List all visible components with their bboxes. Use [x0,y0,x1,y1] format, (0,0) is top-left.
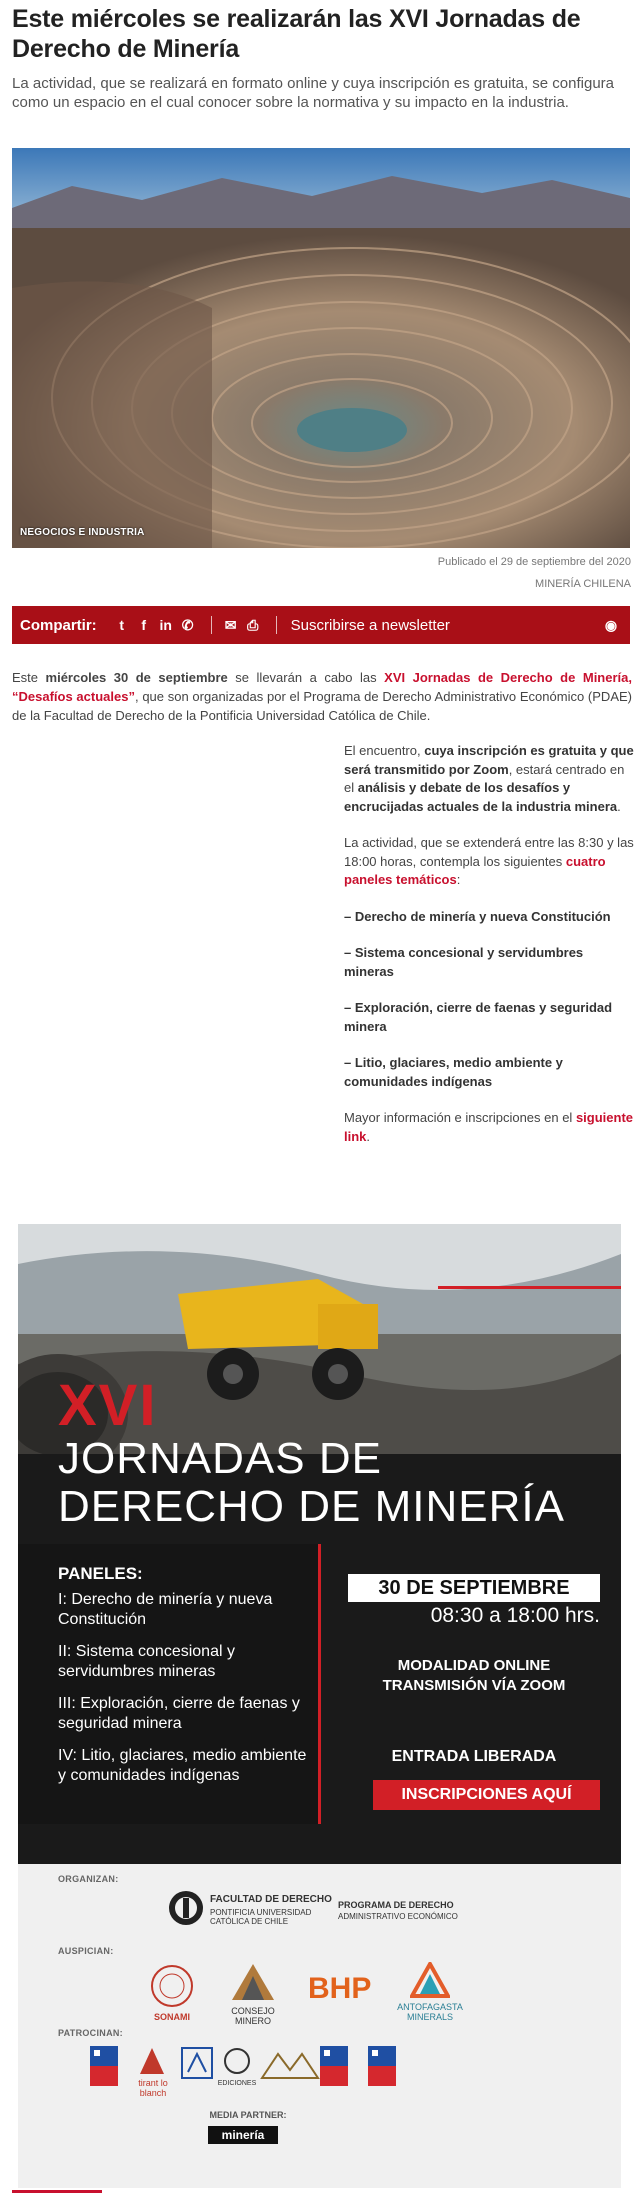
rss-icon[interactable]: ◉ [604,616,618,633]
government-logo-icon [368,2046,396,2086]
article-title: Este miércoles se realizarán las XVI Jornadas de Derecho de Minería [12,5,581,63]
bottom-accent-line [12,2190,102,2193]
emphasis: análisis y debate de los desafíos y encrucijadas actuales de la industria minera [344,780,618,814]
article-body-column [344,742,634,1164]
consejo-minero-logo-icon [230,1962,276,2002]
facebook-icon[interactable]: f [141,617,146,633]
text: : [456,872,461,887]
tirant-logo-icon [138,2046,166,2076]
panel-item: – Exploración, cierre de faenas y seguridad minera [344,1000,613,1034]
text: , estará centrado en el [344,761,625,795]
emphasis: cuya inscripción es gratuita y que será transmitido por Zoom [344,743,634,777]
sponsor-consejo-minero: CONSEJO MINERO [231,2006,275,2026]
text: El encuentro, [344,743,425,758]
antofagasta-minerals-logo-icon [410,1962,450,1998]
image-category-caption: NEGOCIOS E INDUSTRIA [20,527,145,538]
poster-title-line1: JORNADAS DE [58,1434,382,1483]
poster-date: 30 DE SEPTIEMBRE [348,1574,600,1602]
sponsor-antofagasta: ANTOFAGASTA MINERALS [397,2002,463,2022]
poster-logos-panel [18,1864,621,2188]
registration-link[interactable]: siguiente link [344,1110,634,1144]
editorial-juridica-logo-icon [180,2046,214,2086]
panels-highlight: cuatro paneles temáticos [344,853,606,887]
published-date: Publicado el 29 de septiembre del 2020 [437,556,631,568]
poster-panel-item: IV: Litio, glaciares, medio ambiente y comunidades indígenas [58,1747,307,1784]
poster-title-line2: DERECHO DE MINERÍA [58,1482,565,1531]
share-label: Compartir: [20,616,97,634]
ediciones-uc-logo-icon [222,2046,252,2076]
patron-ediciones: EDICIONES [217,2080,257,2087]
text: . [617,798,621,814]
uc-crest-icon [168,1886,204,1930]
event-name-link[interactable]: XVI Jornadas de Derecho de Minería, “Desafíos actuales” [12,670,632,704]
poster-panels-box [18,1544,321,1824]
text: . [366,1128,371,1144]
share-divider [211,616,212,634]
organizers-label: ORGANIZAN: [58,1874,119,1884]
poster-modality-line1: MODALIDAD ONLINE [397,1657,551,1674]
poster-modality [348,1656,600,1696]
org-university-name: PONTIFICIA UNIVERSIDAD CATÓLICA DE CHILE [210,1908,312,1926]
linkedin-icon[interactable]: in [159,617,172,633]
patron-tirant: tirant lo blanch [138,2078,168,2098]
sonami-logo-icon [148,1964,196,2008]
event-poster[interactable] [18,1224,621,2188]
media-partner-label: MEDIA PARTNER: [209,2110,287,2120]
poster-time: 08:30 a 18:00 hrs. [430,1604,600,1627]
poster-entry: ENTRADA LIBERADA [391,1748,557,1765]
print-icon[interactable]: ⎙ [247,616,259,633]
text: , que son organizadas por el Programa de Derecho Administrativo Económico (PDAE) de la Facultad de Derecho de la Pontificia Universidad Católica de Chile. [12,689,632,723]
date-emphasis: miércoles 30 de septiembre [45,670,228,685]
twitter-icon[interactable]: t [119,617,124,633]
poster-edition: XVI [58,1373,158,1438]
panel-item: – Litio, glaciares, medio ambiente y comunidades indígenas [344,1055,563,1089]
newsletter-link[interactable]: Suscribirse a newsletter [290,616,450,634]
poster-registration-button[interactable]: INSCRIPCIONES AQUÍ [373,1780,600,1810]
open-pit-mine-photo [12,148,630,548]
centro-conflictos-logo-icon [258,2048,322,2082]
text: Mayor información e inscripciones en el [344,1110,576,1125]
text: Este [12,670,46,685]
paragraph-more-info [344,1109,634,1146]
poster-panel-item: I: Derecho de minería y nueva Constitución [58,1591,273,1628]
government-logo-icon [320,2046,348,2086]
text: La actividad, que se extenderá entre las 8:30 y las 18:00 horas, contempla los siguientes [344,835,634,869]
share-divider [276,616,277,634]
article-lede: La actividad, que se realizará en formato online y cuya inscripción es gratuita, se configura como un espacio en el cual conocer sobre la normativa y su impacto en la industria. [12,75,614,111]
media-partner-mineria: minería [208,2126,278,2144]
government-logo-icon [90,2046,118,2086]
poster-panel-item: II: Sistema concesional y servidumbres mineras [58,1643,235,1680]
poster-panel-item: III: Exploración, cierre de faenas y seguridad minera [58,1695,300,1732]
article-source: MINERÍA CHILENA [535,578,631,590]
paragraph-encuentro [344,742,634,816]
panel-item: – Derecho de minería y nueva Constitución [344,908,611,924]
org-faculty-name: FACULTAD DE DERECHO [210,1894,332,1905]
sponsor-sonami: SONAMI [154,2012,190,2022]
whatsapp-icon[interactable]: ✆ [181,616,194,633]
patrons-label: PATROCINAN: [58,2028,123,2038]
text: se llevarán a cabo las [227,670,385,685]
share-bar [12,606,630,644]
panel-item: – Sistema concesional y servidumbres mineras [344,945,584,979]
intro-paragraph [12,668,632,725]
sponsor-bhp: BHP [308,1972,372,2005]
org-program-name-2: ADMINISTRATIVO ECONÓMICO [338,1912,458,1921]
poster-panels-heading: PANELES: [58,1564,143,1583]
sponsors-label: AUSPICIAN: [58,1946,114,1956]
poster-modality-line2: TRANSMISIÓN VÍA ZOOM [382,1677,566,1694]
email-icon[interactable]: ✉ [224,616,237,633]
paragraph-actividad [344,834,634,890]
hero-image [12,148,630,548]
org-program-name-1: PROGRAMA DE DERECHO [338,1900,454,1910]
